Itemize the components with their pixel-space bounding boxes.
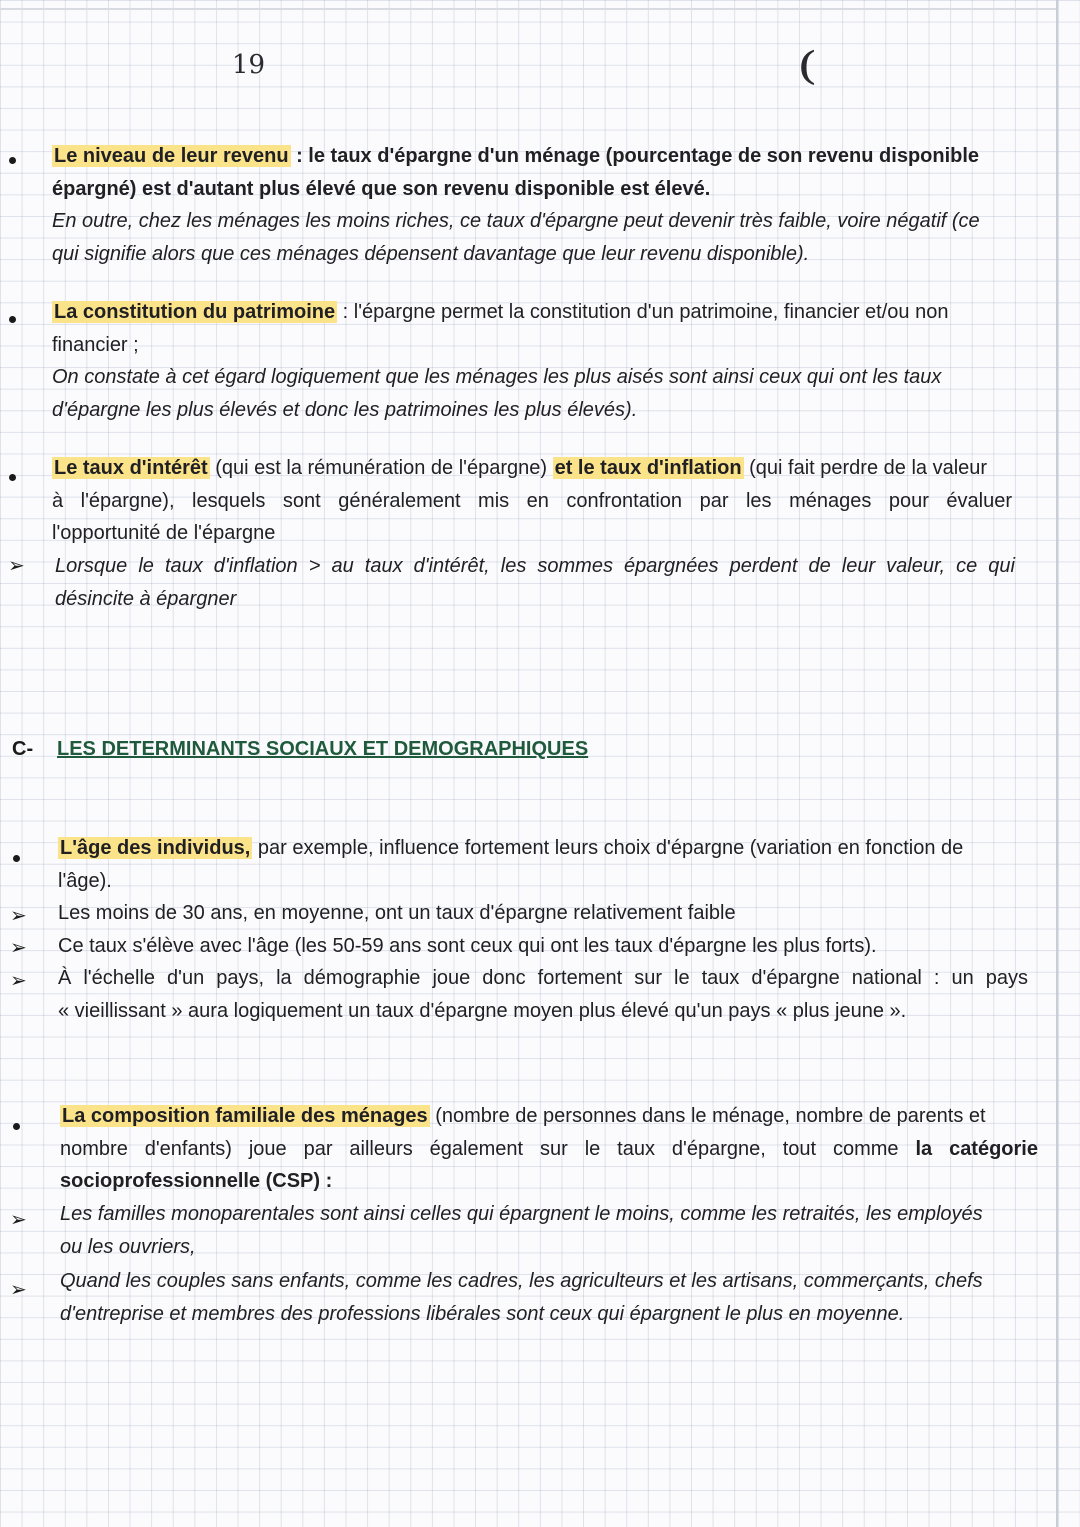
- section-title: LES DETERMINANTS SOCIAUX ET DEMOGRAPHIQUES: [57, 738, 589, 760]
- paragraph-interet-inflation: [52, 452, 1012, 550]
- paragraph-age: [58, 832, 1028, 1027]
- arrow-bullet-icon: ➢: [10, 905, 27, 927]
- bullet-icon: [9, 474, 16, 481]
- paragraph-text: On constate à cet égard logiquement que les ménages les plus aisés sont ainsi ceux qui ont les taux: [52, 366, 942, 388]
- section-letter: C-: [12, 738, 34, 760]
- page-top-edge: [0, 8, 1056, 10]
- highlight-term: La composition familiale des ménages: [62, 1105, 428, 1127]
- paragraph-text: l'opportunité de l'épargne: [52, 522, 276, 544]
- paragraph-text: Quand les couples sans enfants, comme les cadres, les agriculteurs et les artisans, commerçants, chefs: [60, 1270, 983, 1292]
- paragraph-patrimoine: [52, 296, 1007, 426]
- highlight-term: L'âge des individus,: [60, 837, 251, 859]
- list-item: Les moins de 30 ans, en moyenne, ont un taux d'épargne relativement faible: [58, 902, 736, 924]
- paragraph-text: d'entreprise et membres des professions libérales sont ceux qui épargnent le plus en moyenne.: [60, 1302, 905, 1325]
- arrow-bullet-icon: ➢: [10, 1209, 27, 1231]
- highlight-term: et le taux d'inflation: [554, 457, 742, 479]
- bullet-icon: [9, 316, 16, 323]
- highlight-term: La constitution du patrimoine: [54, 301, 336, 323]
- bullet-icon: [9, 157, 16, 164]
- paragraph-text: par exemple, influence fortement leurs choix d'épargne (variation en fonction de: [252, 837, 964, 859]
- arrow-bullet-icon: ➢: [8, 555, 25, 577]
- arrow-bullet-icon: ➢: [10, 937, 27, 959]
- paragraph-composition-familiale: [60, 1100, 1038, 1198]
- moon-doodle-icon: (: [797, 44, 818, 88]
- paragraph-revenu: [52, 140, 1002, 270]
- list-item: À l'échelle d'un pays, la démographie joue donc fortement sur le taux d'épargne national : un pays: [58, 967, 1028, 989]
- arrow-bullet-icon: ➢: [10, 970, 27, 992]
- highlight-term: Le niveau de leur revenu: [54, 145, 289, 167]
- paragraph-text: à l'épargne), lesquels sont généralement mis en confrontation par les ménages pour évaluer: [52, 489, 1012, 512]
- paragraph-text: l'âge).: [58, 869, 112, 892]
- paragraph-text: désincite à épargner: [55, 587, 237, 610]
- paragraph-text: (qui est la rémunération de l'épargne): [209, 457, 553, 479]
- paragraph-text: Lorsque le taux d'inflation > au taux d'intérêt, les sommes épargnées perdent de leur valeur, ce qui: [55, 555, 1015, 577]
- arrow-point-inflation: [55, 550, 1015, 615]
- bullet-icon: [13, 1123, 20, 1130]
- paragraph-text: : l'épargne permet la constitution d'un patrimoine, financier et/ou non: [337, 301, 949, 323]
- arrow-bullet-icon: ➢: [10, 1279, 27, 1301]
- paragraph-text: (qui fait perdre de la valeur: [743, 457, 988, 479]
- list-item: « vieillissant » aura logiquement un taux d'épargne moyen plus élevé qu'un pays « plus jeune ».: [58, 999, 907, 1022]
- handwritten-page-number: 19: [232, 50, 266, 80]
- paragraph-text: financier ;: [52, 333, 139, 356]
- paragraph-text: qui signifie alors que ces ménages dépensent davantage que leur revenu disponible).: [52, 242, 810, 265]
- arrow-point-monoparentales: [60, 1198, 1040, 1263]
- paragraph-text: : le taux d'épargne d'un ménage (pourcentage de son revenu disponible: [290, 145, 980, 167]
- paragraph-text: nombre d'enfants) joue par ailleurs également sur le taux d'épargne, tout comme: [60, 1137, 916, 1160]
- highlight-term: Le taux d'intérêt: [54, 457, 208, 479]
- paragraph-text: Les familles monoparentales sont ainsi celles qui épargnent le moins, comme les retraités, les employés: [60, 1203, 983, 1225]
- list-item: Ce taux s'élève avec l'âge (les 50-59 ans sont ceux qui ont les taux d'épargne les plus forts).: [58, 934, 877, 957]
- paragraph-text: épargné) est d'autant plus élevé que son revenu disponible est élevé.: [52, 177, 711, 200]
- paragraph-text: En outre, chez les ménages les moins riches, ce taux d'épargne peut devenir très faible, voire négatif (ce: [52, 210, 980, 232]
- paragraph-text: d'épargne les plus élevés et donc les patrimoines les plus élevés).: [52, 398, 638, 421]
- paragraph-text: ou les ouvriers,: [60, 1235, 196, 1258]
- emphasis-term: la catégorie: [915, 1137, 1038, 1160]
- bullet-icon: [13, 855, 20, 862]
- arrow-point-couples: [60, 1265, 1040, 1330]
- paragraph-text: socioprofessionnelle (CSP) :: [60, 1170, 333, 1192]
- paragraph-text: (nombre de personnes dans le ménage, nombre de parents et: [429, 1105, 986, 1127]
- right-margin-line: [1056, 0, 1058, 1527]
